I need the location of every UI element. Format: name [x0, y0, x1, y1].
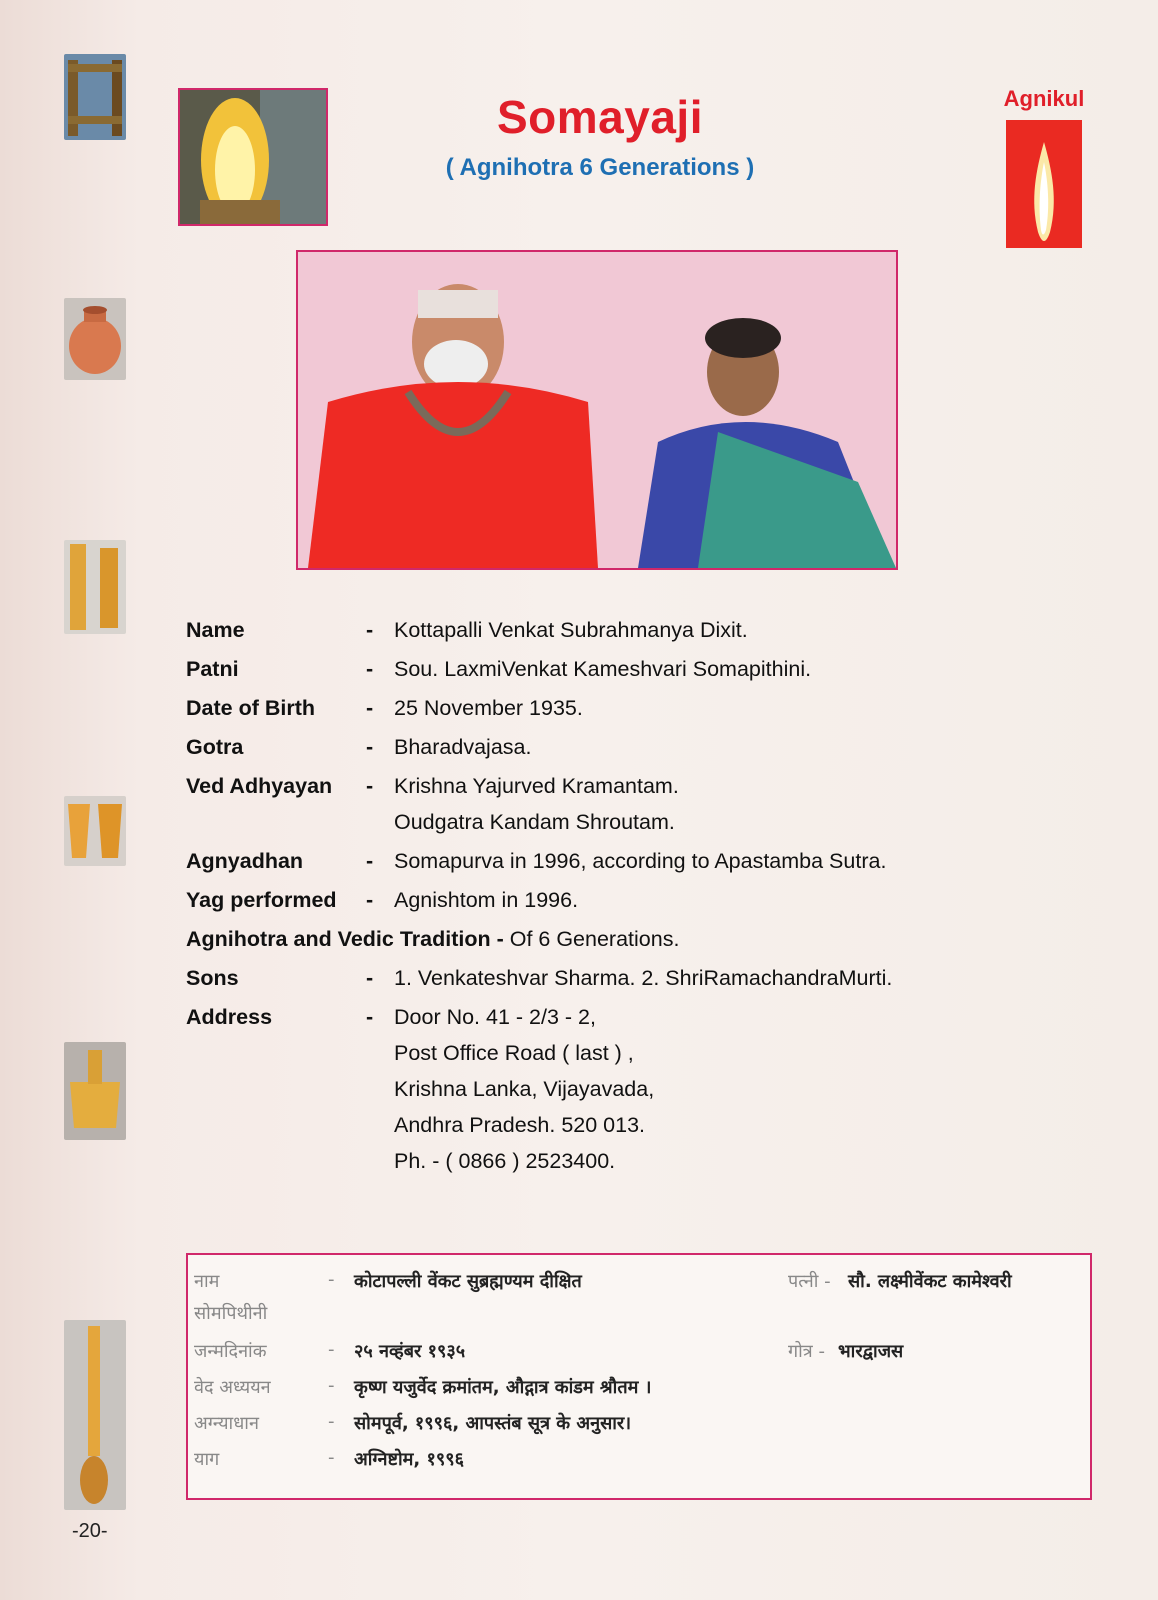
hindi-agny-label: अग्न्याधान	[194, 1413, 259, 1434]
detail-label: Address	[186, 1005, 273, 1029]
detail-row-ved	[186, 768, 986, 804]
hindi-details-box	[186, 1253, 1092, 1500]
detail-row-sons	[186, 960, 986, 999]
hindi-ved-value: कृष्ण यजुर्वेद क्रमांतम, औद्गात्र कांडम श्रौतम ।	[354, 1377, 652, 1398]
wooden-blocks-image	[64, 796, 126, 866]
detail-value: Somapurva in 1996, according to Apastamba Sutra.	[394, 849, 887, 873]
separator: -	[328, 1447, 335, 1468]
detail-row-address-3	[186, 1071, 986, 1107]
detail-label: Patni	[186, 657, 239, 681]
separator: -	[366, 618, 374, 642]
ladle-image	[64, 1320, 126, 1510]
detail-row-ved-cont	[186, 804, 986, 843]
separator: -	[366, 888, 374, 912]
detail-row-address-2	[186, 1035, 986, 1071]
separator: -	[366, 1005, 374, 1029]
detail-value: 25 November 1935.	[394, 696, 583, 720]
hindi-yag-value: अग्निष्टोम, १९९६	[354, 1449, 464, 1470]
address-line: Ph. - ( 0866 ) 2523400.	[394, 1149, 616, 1173]
couple-photo	[296, 250, 898, 570]
wooden-sticks-image	[64, 540, 126, 634]
detail-row-address-5	[186, 1143, 986, 1179]
hindi-dob-label: जन्मदिनांक	[194, 1341, 267, 1362]
separator: -	[328, 1269, 335, 1290]
detail-row-yag	[186, 882, 986, 921]
separator: -	[366, 966, 374, 990]
hindi-yag-label: याग	[194, 1449, 220, 1470]
hindi-patni-cont: सोमपिथीनी	[194, 1303, 268, 1324]
detail-label: Name	[186, 618, 245, 642]
detail-row-agnyadhan	[186, 843, 986, 882]
separator: -	[328, 1339, 335, 1360]
address-line: Andhra Pradesh. 520 013.	[394, 1113, 646, 1137]
separator: -	[328, 1375, 335, 1396]
detail-row-tradition	[186, 921, 986, 960]
brand-name: Agnikul	[1003, 86, 1085, 111]
page-number: -20-	[72, 1520, 108, 1542]
hindi-ved-label: वेद अध्ययन	[194, 1377, 271, 1398]
hindi-patni-label: पत्नी -	[788, 1271, 831, 1292]
hindi-gotra-label: गोत्र -	[788, 1341, 825, 1362]
clay-pot-image	[64, 298, 126, 380]
separator: -	[328, 1411, 335, 1432]
separator: -	[366, 849, 374, 873]
address-line: Krishna Lanka, Vijayavada,	[394, 1077, 655, 1101]
ritual-stand-image	[64, 54, 126, 140]
hindi-gotra-value: भारद्वाजस	[838, 1341, 904, 1362]
detail-value: Bharadvajasa.	[394, 735, 532, 759]
hindi-name-label: नाम	[194, 1271, 220, 1292]
detail-label: Gotra	[186, 735, 244, 759]
detail-value: Oudgatra Kandam Shroutam.	[394, 810, 675, 834]
fire-ritual-image	[178, 88, 328, 226]
flame-logo	[1006, 120, 1082, 248]
hindi-name-value: कोटापल्ली वेंकट सुब्रह्मण्यम दीक्षित	[354, 1271, 582, 1292]
detail-label: Sons	[186, 966, 239, 990]
separator: -	[366, 696, 374, 720]
separator: -	[366, 657, 374, 681]
detail-value: Agnishtom in 1996.	[394, 888, 579, 912]
detail-row-patni	[186, 651, 986, 690]
hindi-dob-value: २५ नव्हंबर १९३५	[354, 1341, 466, 1362]
page-title: Somayaji	[497, 91, 703, 143]
detail-row-address	[186, 999, 986, 1035]
detail-row-name	[186, 612, 986, 651]
detail-label: Agnyadhan	[186, 849, 304, 873]
detail-label: Ved Adhyayan	[186, 774, 333, 798]
detail-label: Date of Birth	[186, 696, 315, 720]
hindi-agny-value: सोमपूर्व, १९९६, आपस्तंब सूत्र के अनुसार।	[354, 1413, 632, 1434]
hindi-patni-value: सौ. लक्ष्मीवेंकट कामेश्वरी	[848, 1271, 1012, 1292]
detail-label: Yag performed	[186, 888, 337, 912]
detail-row-dob	[186, 690, 986, 729]
detail-row-gotra	[186, 729, 986, 768]
address-line: Post Office Road ( last ) ,	[394, 1041, 634, 1065]
separator: -	[366, 774, 374, 798]
detail-value: Krishna Yajurved Kramantam.	[394, 774, 679, 798]
detail-row-address-4	[186, 1107, 986, 1143]
page-subtitle: ( Agnihotra 6 Generations )	[445, 154, 755, 181]
detail-label: Agnihotra and Vedic Tradition - Of 6 Generations.	[186, 927, 680, 951]
wooden-vessel-image	[64, 1042, 126, 1140]
detail-value: Sou. LaxmiVenkat Kameshvari Somapithini.	[394, 657, 812, 681]
separator: -	[366, 735, 374, 759]
detail-value: Kottapalli Venkat Subrahmanya Dixit.	[394, 618, 748, 642]
detail-value: 1. Venkateshvar Sharma. 2. ShriRamachandraMurti.	[394, 966, 893, 990]
address-line: Door No. 41 - 2/3 - 2,	[394, 1005, 596, 1029]
details-list	[186, 612, 986, 1179]
